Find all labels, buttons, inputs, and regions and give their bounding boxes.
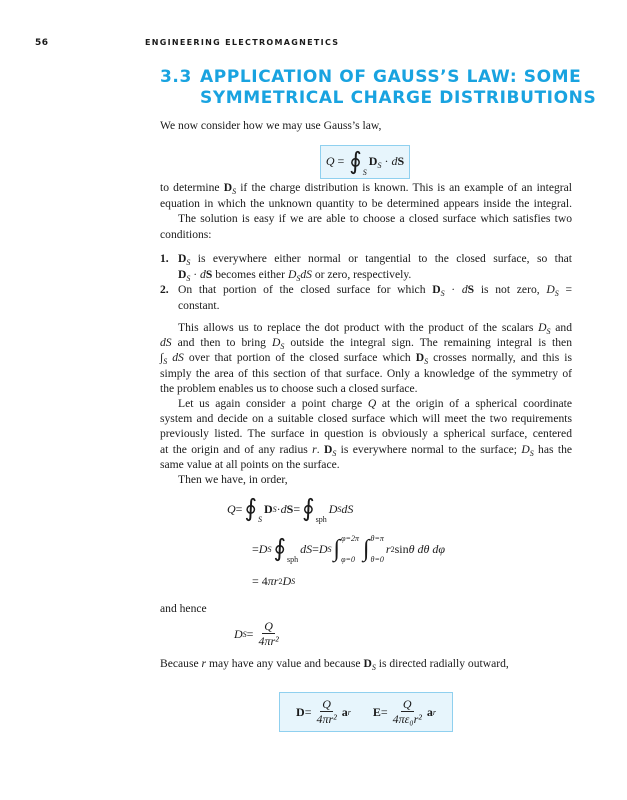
contour-integral-sign: ∮ xyxy=(302,496,315,522)
math-bold: D xyxy=(415,351,425,365)
text: crosses normally, and this is xyxy=(428,351,572,365)
contour-integral-sign: ∮ xyxy=(349,149,362,175)
lower-limit: sph xyxy=(315,515,327,524)
integral xyxy=(244,494,262,524)
math-subscript: S xyxy=(529,448,534,458)
because-text xyxy=(160,656,572,672)
math-subscript: S xyxy=(186,258,191,267)
text: = 4 xyxy=(252,574,268,588)
integral xyxy=(273,534,298,564)
integral-limits xyxy=(316,494,327,524)
math-bold: a xyxy=(341,704,348,719)
lower-limit: S xyxy=(362,168,367,177)
math-subscript: S xyxy=(327,544,332,554)
math-superscript: 2 xyxy=(390,544,395,554)
text-line xyxy=(160,298,572,314)
math-subscript: S xyxy=(291,577,296,586)
equation-line3 xyxy=(252,574,295,589)
text-line xyxy=(160,180,572,196)
math-bold: S xyxy=(205,267,213,281)
running-head: ENGINEERING ELECTROMAGNETICS xyxy=(145,38,340,47)
math-subscript: S xyxy=(332,448,337,458)
text: · xyxy=(276,501,281,516)
text: outside the integral sign. The remaining integral is then xyxy=(284,336,573,350)
math-bold: S xyxy=(286,501,294,516)
text-line xyxy=(160,320,572,335)
math-italic: Q xyxy=(325,153,335,168)
math-italic: dS xyxy=(341,501,354,516)
text-line xyxy=(160,211,572,227)
text: This allows us to replace the dot product with the product of the scalars xyxy=(178,321,539,334)
math-italic: r xyxy=(385,541,391,556)
math-subscript: S xyxy=(371,663,376,672)
section-number: 3.3 xyxy=(160,67,192,87)
upper-limit: φ=2π xyxy=(341,534,359,543)
math-subscript: S xyxy=(554,289,559,299)
math-subscript: S xyxy=(163,357,168,367)
text: over that portion of the closed surface which xyxy=(183,351,416,365)
math-bold: D xyxy=(432,283,441,297)
integral xyxy=(363,534,384,564)
fraction xyxy=(256,620,280,648)
text: constant. xyxy=(178,298,220,312)
math-italic: πr xyxy=(267,574,279,588)
equation-line2 xyxy=(252,534,445,564)
list-number: 2. xyxy=(160,283,169,297)
math-italic: d xyxy=(461,283,468,297)
math-bold: D xyxy=(323,442,333,456)
math-bold: D xyxy=(178,252,187,265)
math-italic: dS xyxy=(160,336,172,350)
math-italic: d xyxy=(200,267,206,281)
text-line xyxy=(160,251,572,267)
page-number: 56 xyxy=(35,38,49,48)
equation-d-field xyxy=(296,698,351,726)
lower-limit: sph xyxy=(286,555,299,564)
math-subscript: S xyxy=(337,504,342,514)
equation-line1 xyxy=(227,494,353,524)
lower-limit: S xyxy=(257,515,262,524)
math-bold: D xyxy=(363,657,372,670)
math-italic: r xyxy=(201,657,207,670)
text: = xyxy=(304,704,312,719)
text: = xyxy=(312,541,319,556)
math-subscript: S xyxy=(440,289,445,299)
conditions-list xyxy=(160,251,572,313)
text: previously listed. The surface in question is obviously a spherical surface, centered xyxy=(160,427,572,441)
text: On that portion of the closed surface for which xyxy=(178,283,433,297)
section-title-line1: APPLICATION OF GAUSS’S LAW: SOME xyxy=(200,67,582,87)
math-italic: dS xyxy=(300,541,313,556)
text-line xyxy=(160,335,572,350)
text: and xyxy=(550,321,573,334)
text: = xyxy=(334,153,348,168)
math-italic: D xyxy=(282,574,292,588)
math-subscript: S xyxy=(272,504,277,514)
integral xyxy=(349,147,367,177)
integral-limits xyxy=(341,534,359,564)
contour-integral-sign: ∮ xyxy=(244,496,257,522)
text: conditions: xyxy=(160,227,212,241)
text: · xyxy=(444,283,462,297)
field-equations-box xyxy=(279,692,453,732)
math-bold: a xyxy=(426,704,433,719)
text: may have any value and because xyxy=(206,657,364,670)
text: equation in which the unknown quantity to be determined appears inside the integral. xyxy=(160,196,572,210)
text-line xyxy=(160,267,572,283)
text: sin xyxy=(394,541,409,556)
intro-paragraph xyxy=(160,118,572,134)
text: = xyxy=(293,501,301,516)
integral-sign: ∫ xyxy=(362,536,370,562)
text: simply the area of this section of that surface. Only a knowledge of the symmetry of xyxy=(160,366,572,380)
gauss-law-equation-box xyxy=(320,145,410,179)
text: system and decide on a suitable closed surface which will meet the two requirements xyxy=(160,412,572,426)
text: . xyxy=(316,442,324,456)
and-hence-text xyxy=(160,601,572,617)
text: Because xyxy=(160,657,202,670)
math-italic: d xyxy=(280,501,287,516)
integral-sign: ∫ xyxy=(333,536,341,562)
math-subscript: S xyxy=(296,273,301,283)
math-bold: D xyxy=(368,153,378,168)
math-italic: D xyxy=(318,541,328,556)
math-subscript: S xyxy=(546,327,551,336)
section-title-line2: SYMMETRICAL CHARGE DISTRIBUTIONS xyxy=(200,88,597,108)
list-number: 1. xyxy=(160,252,169,265)
math-bold: S xyxy=(467,283,475,297)
math-italic: D xyxy=(538,321,547,334)
text: if the charge distribution is known. This is an example of an integral xyxy=(236,181,573,194)
text: becomes either xyxy=(212,267,288,281)
text-line xyxy=(160,396,572,411)
text: = xyxy=(380,704,388,719)
text: and then to bring xyxy=(171,336,273,350)
text-line xyxy=(160,350,572,365)
upper-limit: θ=π xyxy=(370,534,384,543)
math-italic: D xyxy=(287,267,297,281)
text-line xyxy=(160,426,572,441)
math-italic: r xyxy=(312,442,317,456)
text: or zero, respectively. xyxy=(311,267,412,281)
text: at the origin and of any radius xyxy=(160,442,313,456)
text-line xyxy=(160,227,572,243)
math-italic: D xyxy=(258,541,268,556)
math-italic: d xyxy=(391,153,398,168)
text-line xyxy=(160,118,572,134)
math-subscript: S xyxy=(267,544,272,554)
math-superscript: 2 xyxy=(278,577,283,586)
text: · xyxy=(381,153,392,168)
math-italic: D xyxy=(272,336,281,350)
gauss-law-equation xyxy=(326,147,404,177)
math-subscript: S xyxy=(242,629,247,639)
text-line xyxy=(160,442,572,457)
math-italic: Q xyxy=(227,501,236,516)
numerator: Q xyxy=(402,697,412,711)
text-line xyxy=(160,282,572,298)
math-subscript: S xyxy=(280,342,285,352)
text: the problem enables us to choose such a closed surface. xyxy=(160,381,418,395)
text: is not zero, xyxy=(474,283,547,297)
equation-ds xyxy=(234,620,284,648)
lower-limit: φ=0 xyxy=(341,555,355,564)
math-bold: D xyxy=(263,501,273,516)
text: · xyxy=(190,267,201,281)
math-italic: D xyxy=(234,626,243,641)
text: The solution is easy if we are able to choose a closed surface which satisfies two xyxy=(178,212,572,226)
text: = xyxy=(235,501,243,516)
integral xyxy=(334,534,359,564)
integral-limits xyxy=(287,534,298,564)
text: = xyxy=(246,626,254,641)
math-subscript: r xyxy=(432,707,436,717)
text: We now consider how we may use Gauss’s law, xyxy=(160,119,382,132)
text-line xyxy=(160,472,572,487)
math-bold: D xyxy=(178,267,187,281)
text-line xyxy=(160,457,572,472)
numerator: Q xyxy=(322,697,331,711)
math-italic: dS xyxy=(172,351,184,365)
math-subscript: S xyxy=(186,273,191,283)
text-line xyxy=(160,366,572,381)
math-italic: D xyxy=(328,501,338,516)
fraction xyxy=(391,698,424,726)
text: Then we have, in order, xyxy=(178,472,288,486)
integral xyxy=(302,494,327,524)
text: at the origin of a spherical coordinate xyxy=(376,396,572,410)
equation-e-field xyxy=(373,698,436,726)
math-italic: dS xyxy=(300,267,312,281)
integral-limits xyxy=(371,534,384,564)
text: and hence xyxy=(160,602,207,615)
math-bold: S xyxy=(397,153,405,168)
math-italic: D xyxy=(521,442,530,456)
math-italic: θ dθ dφ xyxy=(408,541,446,556)
math-italic: Q xyxy=(367,396,377,410)
denominator: 4πr² xyxy=(258,634,279,648)
fraction xyxy=(314,698,338,726)
math-subscript: S xyxy=(232,187,237,196)
text: is everywhere normal to the surface; xyxy=(336,442,522,456)
paragraph-determine xyxy=(160,180,572,242)
integral-limits xyxy=(258,494,262,524)
text: is directed radially outward, xyxy=(375,657,509,670)
text-line xyxy=(160,381,572,396)
math-subscript: S xyxy=(424,357,429,367)
text: = xyxy=(252,541,259,556)
math-subscript: S xyxy=(377,160,382,170)
text-line xyxy=(160,656,572,672)
text: = xyxy=(558,283,572,297)
contour-integral-sign: ∮ xyxy=(273,536,286,562)
math-bold: E xyxy=(372,704,381,719)
text: is everywhere either normal or tangential to the closed surface, so that xyxy=(190,252,572,265)
text: ∫ xyxy=(160,351,164,365)
numerator: Q xyxy=(264,619,273,633)
denominator: 4πε₀r² xyxy=(392,712,422,726)
text-line xyxy=(160,601,572,617)
text-line xyxy=(160,411,572,426)
math-bold: D xyxy=(223,181,233,194)
text: to determine xyxy=(160,181,224,194)
math-bold: D xyxy=(296,704,305,719)
math-subscript: r xyxy=(347,707,351,717)
lower-limit: θ=0 xyxy=(370,555,384,564)
paragraph-symmetry xyxy=(160,320,572,487)
text: has the xyxy=(533,442,573,456)
math-italic: D xyxy=(546,283,555,297)
text: Let us again consider a point charge xyxy=(178,396,368,410)
integral-limits xyxy=(363,147,367,177)
denominator: 4πr² xyxy=(316,712,337,726)
text: same value at all points on the surface. xyxy=(160,457,340,471)
text-line xyxy=(160,196,572,212)
